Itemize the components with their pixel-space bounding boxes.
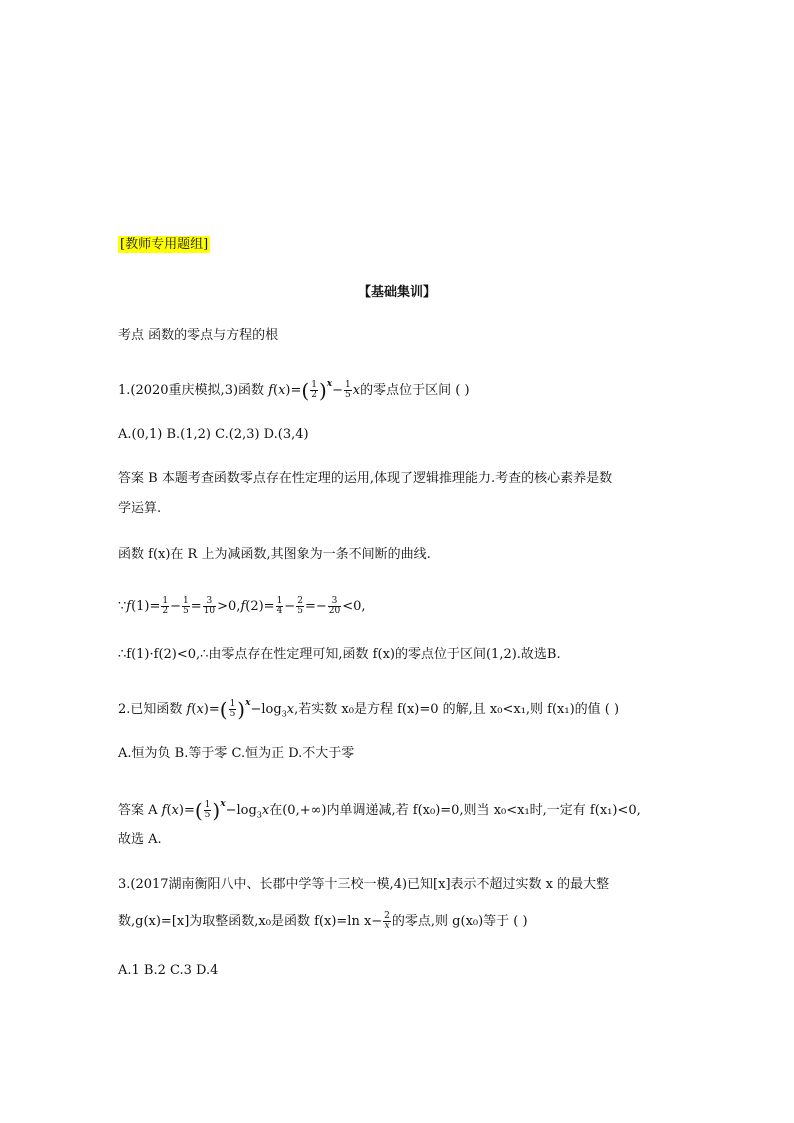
question-1-answer: 答案 B 本题考查函数零点存在性定理的运用,体现了逻辑推理能力.考查的核心素养是数 [118, 471, 613, 486]
question-2-answer: 答案 A f(x)=( $\frac{1}{5}$ )$^x-\log_3x$在(0,+∞)内单调递减,若 f(x₀)=0,则当 x₀<x₁时,一定有 f(x₁)<0, [118, 798, 641, 823]
question-2-prefix: 2.已知函数 [118, 702, 183, 717]
question-3-cont [118, 912, 528, 931]
question-3: 3.(2017湖南衡阳八中、长郡中学等十三校一模,4)已知[x]表示不超过实数 x 的最大整 [118, 877, 610, 892]
question-1-formula: f(x)=( $\frac{1}{2}$ )$^x$− $\frac{1}{5}$ x [268, 378, 361, 403]
question-2-options: A.恒为负 B.等于零 C.恒为正 D.不大于零 [118, 746, 355, 761]
question-1-prefix: 1.(2020重庆模拟,3)函数 [118, 383, 265, 398]
question-3-prefix: 数,g(x)=[x]为取整函数,x₀是函数 f(x)=ln x− [118, 914, 383, 929]
question-3-suffix: 的零点,则 g(x₀)等于 ( ) [391, 914, 528, 929]
question-1-suffix: 的零点位于区间 ( ) [360, 383, 470, 398]
topic-heading: 考点 函数的零点与方程的根 [118, 328, 279, 343]
question-2-answer-suffix: 在(0,+∞)内单调递减,若 f(x₀)=0,则当 x₀<x₁时,一定有 f(x₁)<0, [269, 803, 641, 818]
teacher-group-tag: [教师专用题组] [120, 237, 209, 252]
question-2-answer-cont: 故选 A. [118, 832, 162, 847]
question-1-answer-cont: 学运算. [118, 501, 162, 516]
question-2-formula: f(x)=( $\frac{1}{5}$ )$^x-\log_3x$, [186, 697, 299, 722]
section-title: 【基础集训】 [357, 285, 436, 300]
question-1-explain-2: ∵f(1)= $\frac{1}{2}$ − $\frac{1}{5}$ = $\frac{3}{10}$ >0,f(2)= $\frac{1}{4}$ − $\frac{2}{5}$ =− $\frac{3}{20}$ <0, [118, 596, 366, 616]
question-2 [118, 694, 619, 724]
question-1-explain-3: ∴f(1)·f(2)<0,∴由零点存在性定理可知,函数 f(x)的零点位于区间(1,2).故选B. [118, 647, 561, 662]
question-3-options: A.1 B.2 C.3 D.4 [118, 963, 219, 978]
question-1 [118, 375, 470, 403]
question-1-options: A.(0,1) B.(1,2) C.(2,3) D.(3,4) [118, 427, 309, 442]
question-1-explain-1: 函数 f(x)在 R 上为减函数,其图象为一条不间断的曲线. [118, 547, 431, 562]
question-2-answer-formula: f(x)=( $\frac{1}{5}$ )$^x-\log_3x$ [161, 798, 270, 823]
question-3-fraction: $\frac{2}{x}$ [384, 911, 390, 931]
question-2-suffix: 若实数 x₀是方程 f(x)=0 的解,且 x₀<x₁,则 f(x₁)的值 ( ) [298, 702, 620, 717]
